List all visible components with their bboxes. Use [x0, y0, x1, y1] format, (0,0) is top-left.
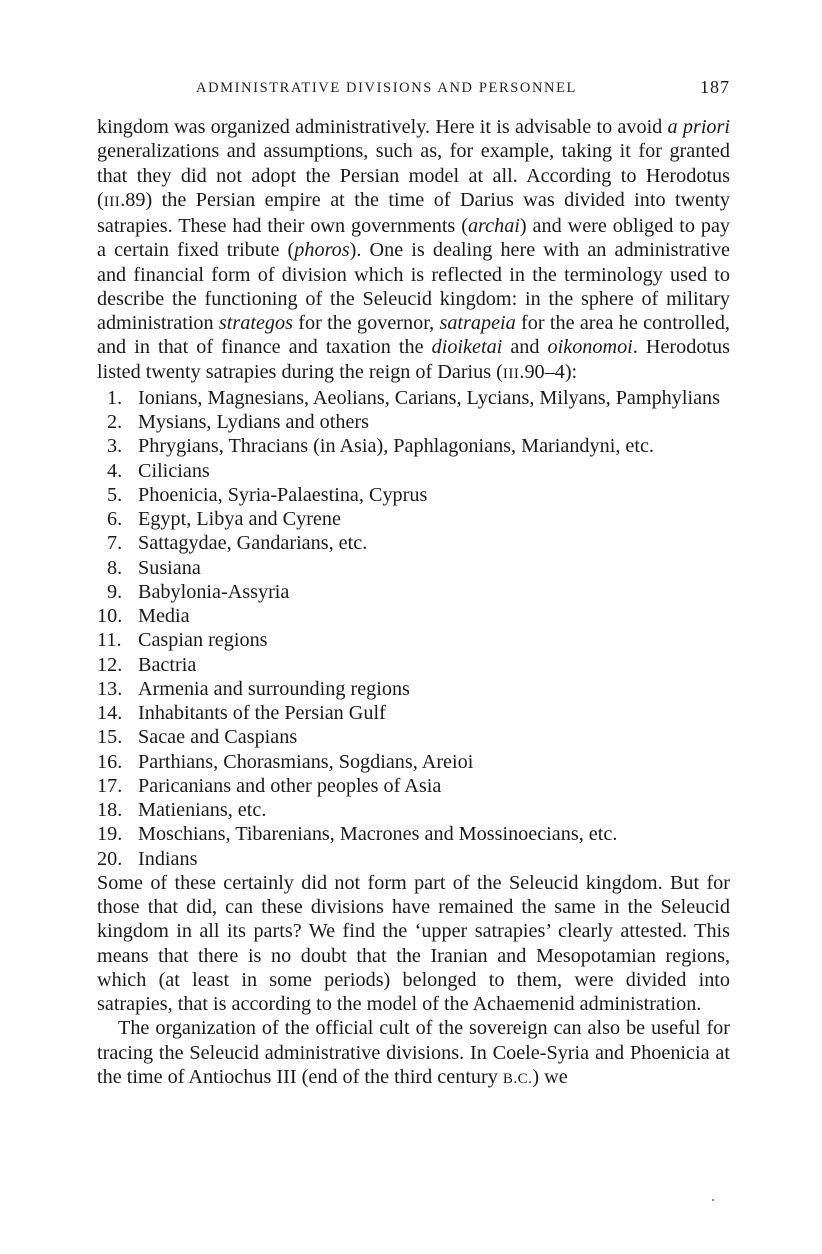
list-item-number: 19.	[97, 823, 123, 846]
list-item-text: Parthians, Chorasmians, Sogdians, Areioi	[138, 750, 474, 773]
scan-speck	[712, 1199, 714, 1201]
list-item-number: 8.	[107, 556, 123, 579]
intro-text-6: for the governor,	[292, 312, 440, 334]
list-item-number: 10.	[97, 605, 123, 627]
list-item	[97, 822, 730, 846]
running-head: ADMINISTRATIVE DIVISIONS AND PERSONNEL	[196, 80, 578, 96]
list-item-number: 13.	[97, 677, 123, 700]
intro-text-3: .89) the Persian empire at the time of Darius was divided into twenty satrapies. These had their own governments (	[97, 188, 730, 237]
list-item	[97, 459, 730, 483]
intro-smallcaps-book-1: III	[103, 193, 121, 210]
list-item-text: Moschians, Tibarenians, Macrones and Mossinoecians, etc.	[138, 823, 618, 846]
list-item	[97, 774, 730, 798]
list-item-number: 3.	[107, 435, 123, 458]
list-item-text: Ionians, Magnesians, Aeolians, Carians, Lycians, Milyans, Pamphylians	[138, 386, 720, 409]
list-item-number: 6.	[107, 508, 123, 530]
list-item-text: Matienians, etc.	[138, 799, 267, 821]
intro-text-5: ). One is dealing here with an administrative and financial form of division which is reflected in the terminology used to describe the functioning of the Seleucid kingdom: in the sphere of military administration	[97, 239, 730, 334]
intro-italic-phoros: phoros	[294, 239, 350, 262]
final-text-1: The organization of the official cult of the sovereign can also be useful for tracing the Seleucid administrative divisions. In Coele-Syria and Phoenicia at the time of Antiochus III (end of the third century	[97, 1017, 730, 1088]
intro-text-4: ) and were obliged to pay a certain fixed tribute (	[97, 215, 730, 262]
list-item	[97, 653, 730, 677]
intro-italic-strategos: strategos	[218, 312, 293, 334]
intro-text-7: for the area he controlled, and in that of finance and taxation the	[97, 312, 730, 359]
list-item-text: Phrygians, Thracians (in Asia), Paphlagonians, Mariandyni, etc.	[138, 435, 654, 458]
list-item	[97, 750, 730, 774]
page-number: 187	[700, 77, 730, 97]
list-item-number: 9.	[107, 580, 123, 603]
intro-italic-satrapeia: satrapeia	[439, 312, 516, 334]
intro-italic-archai: archai	[467, 215, 520, 237]
list-item	[97, 434, 730, 458]
list-item-number: 16.	[97, 750, 123, 773]
list-item	[97, 386, 730, 410]
list-item-number: 5.	[107, 483, 123, 506]
list-item	[97, 701, 730, 725]
intro-italic-oikonomoi: oikonomoi	[547, 336, 633, 359]
list-item-number: 11.	[97, 629, 122, 652]
list-item	[97, 410, 730, 434]
list-item-text: Indians	[138, 847, 198, 870]
list-item-text: Caspian regions	[138, 629, 268, 652]
list-item-number: 18.	[97, 799, 123, 821]
list-item	[97, 847, 730, 871]
list-item-text: Paricanians and other peoples of Asia	[138, 774, 442, 797]
list-item-number: 7.	[107, 532, 123, 555]
list-item-text: Egypt, Libya and Cyrene	[138, 508, 341, 530]
list-item-text: Cilicians	[138, 459, 210, 482]
intro-text-10: .90–4):	[519, 360, 578, 383]
list-item-text: Mysians, Lydians and others	[138, 411, 370, 433]
list-item-text: Babylonia-Assyria	[138, 580, 290, 603]
list-item-number: 14.	[97, 702, 123, 724]
list-item-text: Sacae and Caspians	[138, 726, 298, 749]
list-item-text: Armenia and surrounding regions	[138, 677, 410, 700]
intro-text-9: . Herodotus listed twenty satrapies during the reign of Darius (	[97, 336, 730, 383]
intro-smallcaps-book-2: III	[502, 365, 520, 382]
list-item-number: 12.	[97, 653, 123, 676]
list-item	[97, 798, 730, 822]
body-text	[97, 115, 730, 1091]
list-item-text: Sattagydae, Gandarians, etc.	[138, 532, 368, 555]
list-item-number: 15.	[97, 726, 123, 749]
final-smallcaps-era: B.C.	[502, 1070, 533, 1087]
list-item	[97, 531, 730, 555]
intro-italic-dioiketai: dioiketai	[431, 336, 503, 359]
list-item-number: 17.	[97, 774, 123, 797]
list-item	[97, 725, 730, 749]
list-item-text: Media	[138, 605, 190, 627]
final-paragraph	[97, 1016, 730, 1091]
list-item	[97, 677, 730, 701]
list-item-text: Bactria	[138, 653, 197, 676]
intro-italic-a-priori: a priori	[667, 116, 730, 138]
list-item-number: 1.	[107, 386, 123, 409]
list-item	[97, 604, 730, 628]
list-item-number: 2.	[107, 411, 123, 433]
satrapy-list	[97, 386, 730, 871]
list-item	[97, 580, 730, 604]
intro-text-1: kingdom was organized administratively. Here it is advisable to avoid	[97, 116, 668, 138]
list-item-number: 20.	[97, 847, 123, 870]
intro-text-8: and	[502, 336, 548, 359]
list-item	[97, 556, 730, 580]
list-item-text: Inhabitants of the Persian Gulf	[138, 702, 386, 724]
intro-text-2: generalizations and assumptions, such as, for example, taking it for granted that they did not adopt the Persian model at all. According to Herodotus (	[97, 140, 730, 211]
list-item-number: 4.	[107, 459, 123, 482]
after-list-paragraph: Some of these certainly did not form part of the Seleucid kingdom. But for those that did, can these divisions have remained the same in the Seleucid kingdom in all its parts? We find the ‘upper satrapies’ clearly attested. This means that there is no doubt that the Iranian and Mesopotamian regions, which (at least in some periods) belonged to them, were divided into satrapies, that is according to the model of the Achaemenid administration.	[97, 871, 730, 1015]
list-item	[97, 507, 730, 531]
final-text-2: ) we	[532, 1065, 568, 1088]
list-item-text: Phoenicia, Syria-Palaestina, Cyprus	[138, 483, 428, 506]
intro-paragraph	[97, 115, 730, 386]
list-item-text: Susiana	[138, 556, 201, 579]
list-item	[97, 628, 730, 652]
list-item	[97, 483, 730, 507]
